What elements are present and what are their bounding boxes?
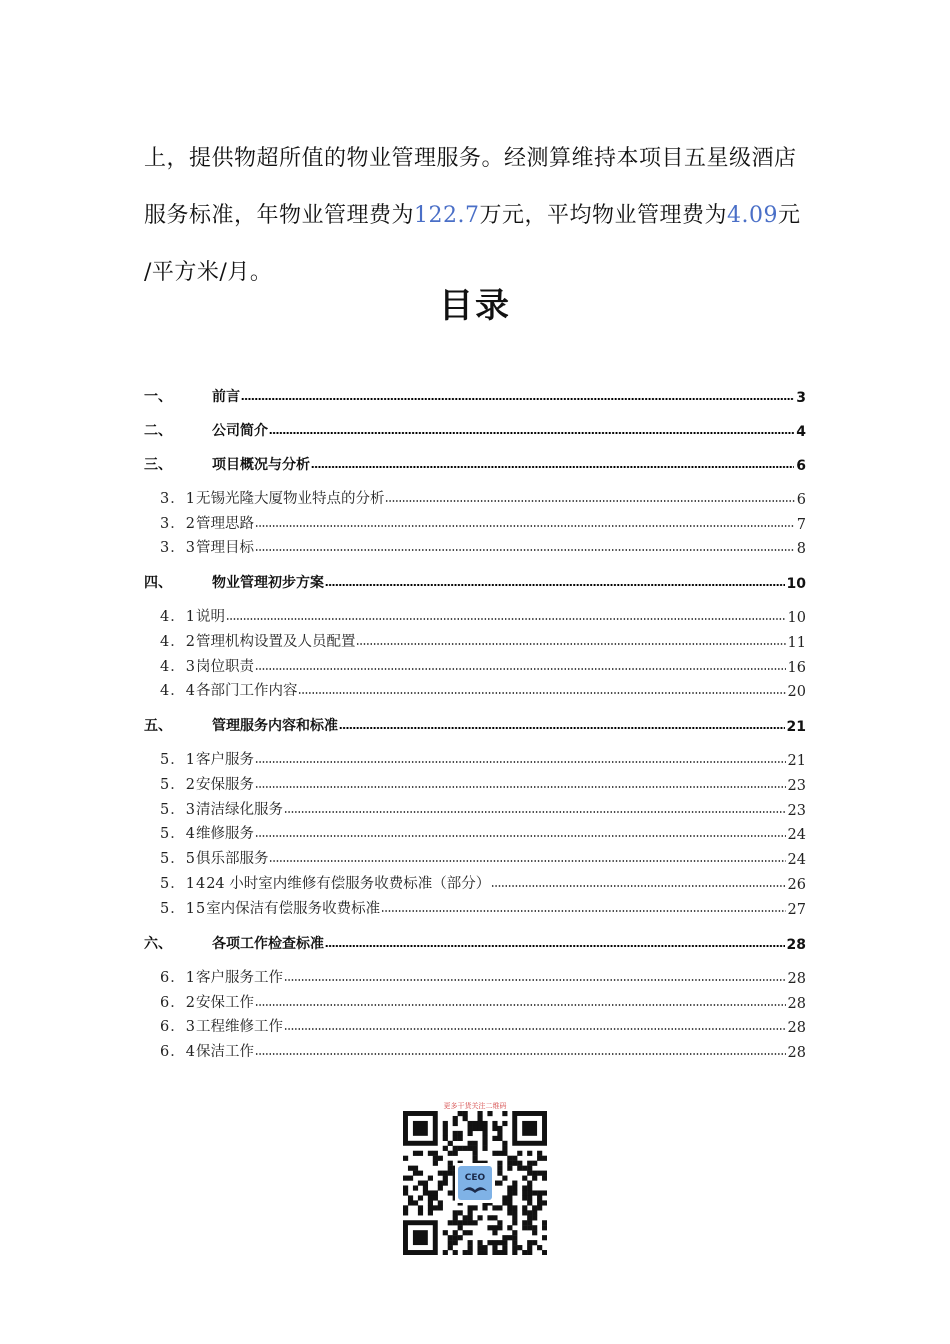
toc-entry-number: 三、: [144, 457, 172, 473]
toc-entry-label: 管理机构设置及人员配置: [195, 634, 356, 650]
toc-dot-leader: [255, 833, 786, 839]
toc-entry[interactable]: [144, 452, 806, 474]
toc-entry-page: 27: [787, 902, 806, 918]
toc-entry-label: 维修服务: [195, 826, 254, 842]
toc-entry-page: 24: [787, 827, 806, 843]
qr-code-icon: [403, 1111, 547, 1255]
toc-entry-page: 28: [787, 1020, 806, 1036]
toc-entry-number: 五、: [144, 718, 172, 734]
toc-dot-leader: [255, 523, 795, 529]
toc-entry-page: 23: [787, 803, 806, 819]
toc-entry-number: 四、: [144, 575, 172, 591]
toc-entry-label: 俱乐部服务: [195, 851, 269, 867]
toc-entry[interactable]: [144, 570, 806, 592]
toc-dot-leader: [255, 547, 795, 553]
toc-title: 目录: [439, 286, 511, 326]
toc-entry-number: 3．3: [160, 540, 196, 556]
toc-entry-label: 管理思路: [195, 516, 254, 532]
toc-entry[interactable]: [144, 1039, 806, 1061]
toc-entry[interactable]: [144, 654, 806, 676]
toc-entry-page: 4: [796, 424, 806, 440]
toc-entry-label: 24 小时室内维修有偿服务收费标准（部分）: [206, 876, 491, 892]
toc-entry-label: 各部门工作内容: [195, 683, 298, 699]
toc-entry[interactable]: [144, 384, 806, 406]
monthly-fee-value: 4.09: [727, 203, 778, 228]
toc-entry-number: 6．1: [160, 970, 196, 986]
toc-entry-page: 11: [787, 635, 806, 651]
ceo-logo-text: CEO: [464, 1173, 486, 1183]
toc-entry[interactable]: [144, 772, 806, 794]
toc-dot-leader: [255, 759, 786, 765]
intro-text: 元: [778, 203, 801, 228]
toc-entry-label: 安保工作: [195, 995, 254, 1011]
toc-dot-leader: [356, 641, 785, 647]
toc-dot-leader: [284, 809, 786, 815]
toc-entry[interactable]: [144, 846, 806, 868]
intro-text: 服务标准，年物业管理费为: [144, 203, 415, 228]
toc-entry-label: 客户服务: [195, 752, 254, 768]
intro-line-1: 上，提供物超所值的物业管理服务。经测算维持本项目五星级酒店: [144, 146, 797, 171]
toc-entry-number: 5．5: [160, 851, 196, 867]
toc-entry-page: 21: [786, 719, 806, 735]
intro-line-2: [144, 187, 812, 244]
toc-dot-leader: [325, 582, 785, 588]
toc-entry[interactable]: [144, 990, 806, 1012]
toc-entry-label: 前言: [212, 389, 240, 405]
toc-dot-leader: [241, 396, 794, 402]
toc-entry[interactable]: [144, 486, 806, 508]
intro-line-3: /平方米/月。: [144, 260, 273, 285]
toc-dot-leader: [255, 1002, 786, 1008]
toc-entry-number: 4．1: [160, 609, 196, 625]
toc-dot-leader: [269, 858, 785, 864]
toc-entry-number: 6．2: [160, 995, 196, 1011]
toc-dot-leader: [491, 883, 785, 889]
toc-entry-label: 各项工作检查标准: [212, 936, 324, 952]
toc-entry[interactable]: [144, 797, 806, 819]
toc-dot-leader: [284, 1026, 786, 1032]
toc-entry[interactable]: [144, 747, 806, 769]
toc-entry[interactable]: [144, 821, 806, 843]
toc-entry-label: 管理目标: [195, 540, 254, 556]
toc-entry-page: 28: [787, 1045, 806, 1061]
toc-entry-number: 4．4: [160, 683, 196, 699]
intro-paragraph: [144, 130, 812, 301]
toc-dot-leader: [385, 498, 794, 504]
toc-entry-number: 5．1: [160, 752, 196, 768]
toc-entry-label: 说明: [195, 609, 225, 625]
toc-entry-label: 无锡光隆大厦物业特点的分析: [195, 491, 385, 507]
toc-entry[interactable]: [144, 713, 806, 735]
toc-entry-label: 管理服务内容和标准: [212, 718, 338, 734]
toc-entry-number: 5．4: [160, 826, 196, 842]
toc-entry-number: 5．2: [160, 777, 196, 793]
toc-entry[interactable]: [144, 535, 806, 557]
toc-entry-label: 室内保洁有偿服务收费标准: [206, 901, 381, 917]
toc-entry-page: 6: [796, 458, 806, 474]
toc-entry-page: 16: [787, 660, 806, 676]
toc-entry-number: 3．1: [160, 491, 196, 507]
toc-dot-leader: [325, 943, 785, 949]
toc-dot-leader: [339, 725, 785, 731]
toc-entry[interactable]: [144, 1014, 806, 1036]
toc-dot-leader: [311, 464, 794, 470]
toc-entry-label: 岗位职责: [195, 659, 254, 675]
toc-entry-number: 一、: [144, 389, 172, 405]
toc-entry-number: 6．3: [160, 1019, 196, 1035]
toc-entry[interactable]: [144, 965, 806, 987]
annual-fee-value: 122.7: [414, 203, 480, 228]
toc-dot-leader: [298, 690, 785, 696]
toc-entry-number: 3．2: [160, 516, 196, 532]
toc-entry-label: 项目概况与分析: [212, 457, 310, 473]
toc-entry-page: 24: [787, 852, 806, 868]
toc-entry-page: 26: [787, 877, 806, 893]
toc-entry-page: 21: [787, 753, 806, 769]
toc-entry-label: 物业管理初步方案: [212, 575, 324, 591]
toc-entry[interactable]: [144, 511, 806, 533]
toc-dot-leader: [284, 977, 786, 983]
toc-entry-label: 客户服务工作: [195, 970, 283, 986]
toc-dot-leader: [269, 430, 794, 436]
toc-entry[interactable]: [144, 871, 806, 893]
toc-entry-page: 3: [796, 390, 806, 406]
toc-dot-leader: [255, 784, 786, 790]
toc-entry-page: 28: [787, 996, 806, 1012]
ceo-logo: [455, 1163, 495, 1203]
toc-entry-label: 公司简介: [212, 423, 268, 439]
toc-entry-number: 5．14: [160, 876, 207, 892]
toc-entry-page: 23: [787, 778, 806, 794]
toc-entry-label: 安保服务: [195, 777, 254, 793]
toc-entry[interactable]: [144, 418, 806, 440]
toc-entry-label: 清洁绿化服务: [195, 802, 283, 818]
toc-entry-page: 6: [796, 492, 806, 508]
toc-entry-label: 工程维修工作: [195, 1019, 283, 1035]
toc-entry-page: 28: [786, 937, 806, 953]
toc-entry-page: 28: [787, 971, 806, 987]
toc-entry-page: 8: [796, 541, 806, 557]
toc-entry[interactable]: [144, 896, 806, 918]
toc-entry-page: 10: [787, 610, 806, 626]
toc-entry-number: 5．15: [160, 901, 207, 917]
toc-entry[interactable]: [144, 604, 806, 626]
toc-entry[interactable]: [144, 678, 806, 700]
qr-caption: 更多干货关注二维码: [443, 1102, 507, 1110]
toc-entry-number: 4．3: [160, 659, 196, 675]
toc-dot-leader: [255, 1051, 786, 1057]
toc-dot-leader: [255, 666, 786, 672]
toc-entry-number: 六、: [144, 936, 172, 952]
toc-entry[interactable]: [144, 629, 806, 651]
toc-entry-number: 4．2: [160, 634, 196, 650]
intro-text: 万元，平均物业管理费为: [479, 203, 728, 228]
toc-entry-number: 二、: [144, 423, 172, 439]
toc-entry[interactable]: [144, 931, 806, 953]
toc-entry-number: 6．4: [160, 1044, 196, 1060]
toc-entry-number: 5．3: [160, 802, 196, 818]
toc-entry-label: 保洁工作: [195, 1044, 254, 1060]
toc-entry-page: 10: [786, 576, 806, 592]
toc-dot-leader: [226, 616, 786, 622]
toc-dot-leader: [381, 908, 785, 914]
toc-entry-page: 7: [796, 517, 806, 533]
toc-entry-page: 20: [787, 684, 806, 700]
